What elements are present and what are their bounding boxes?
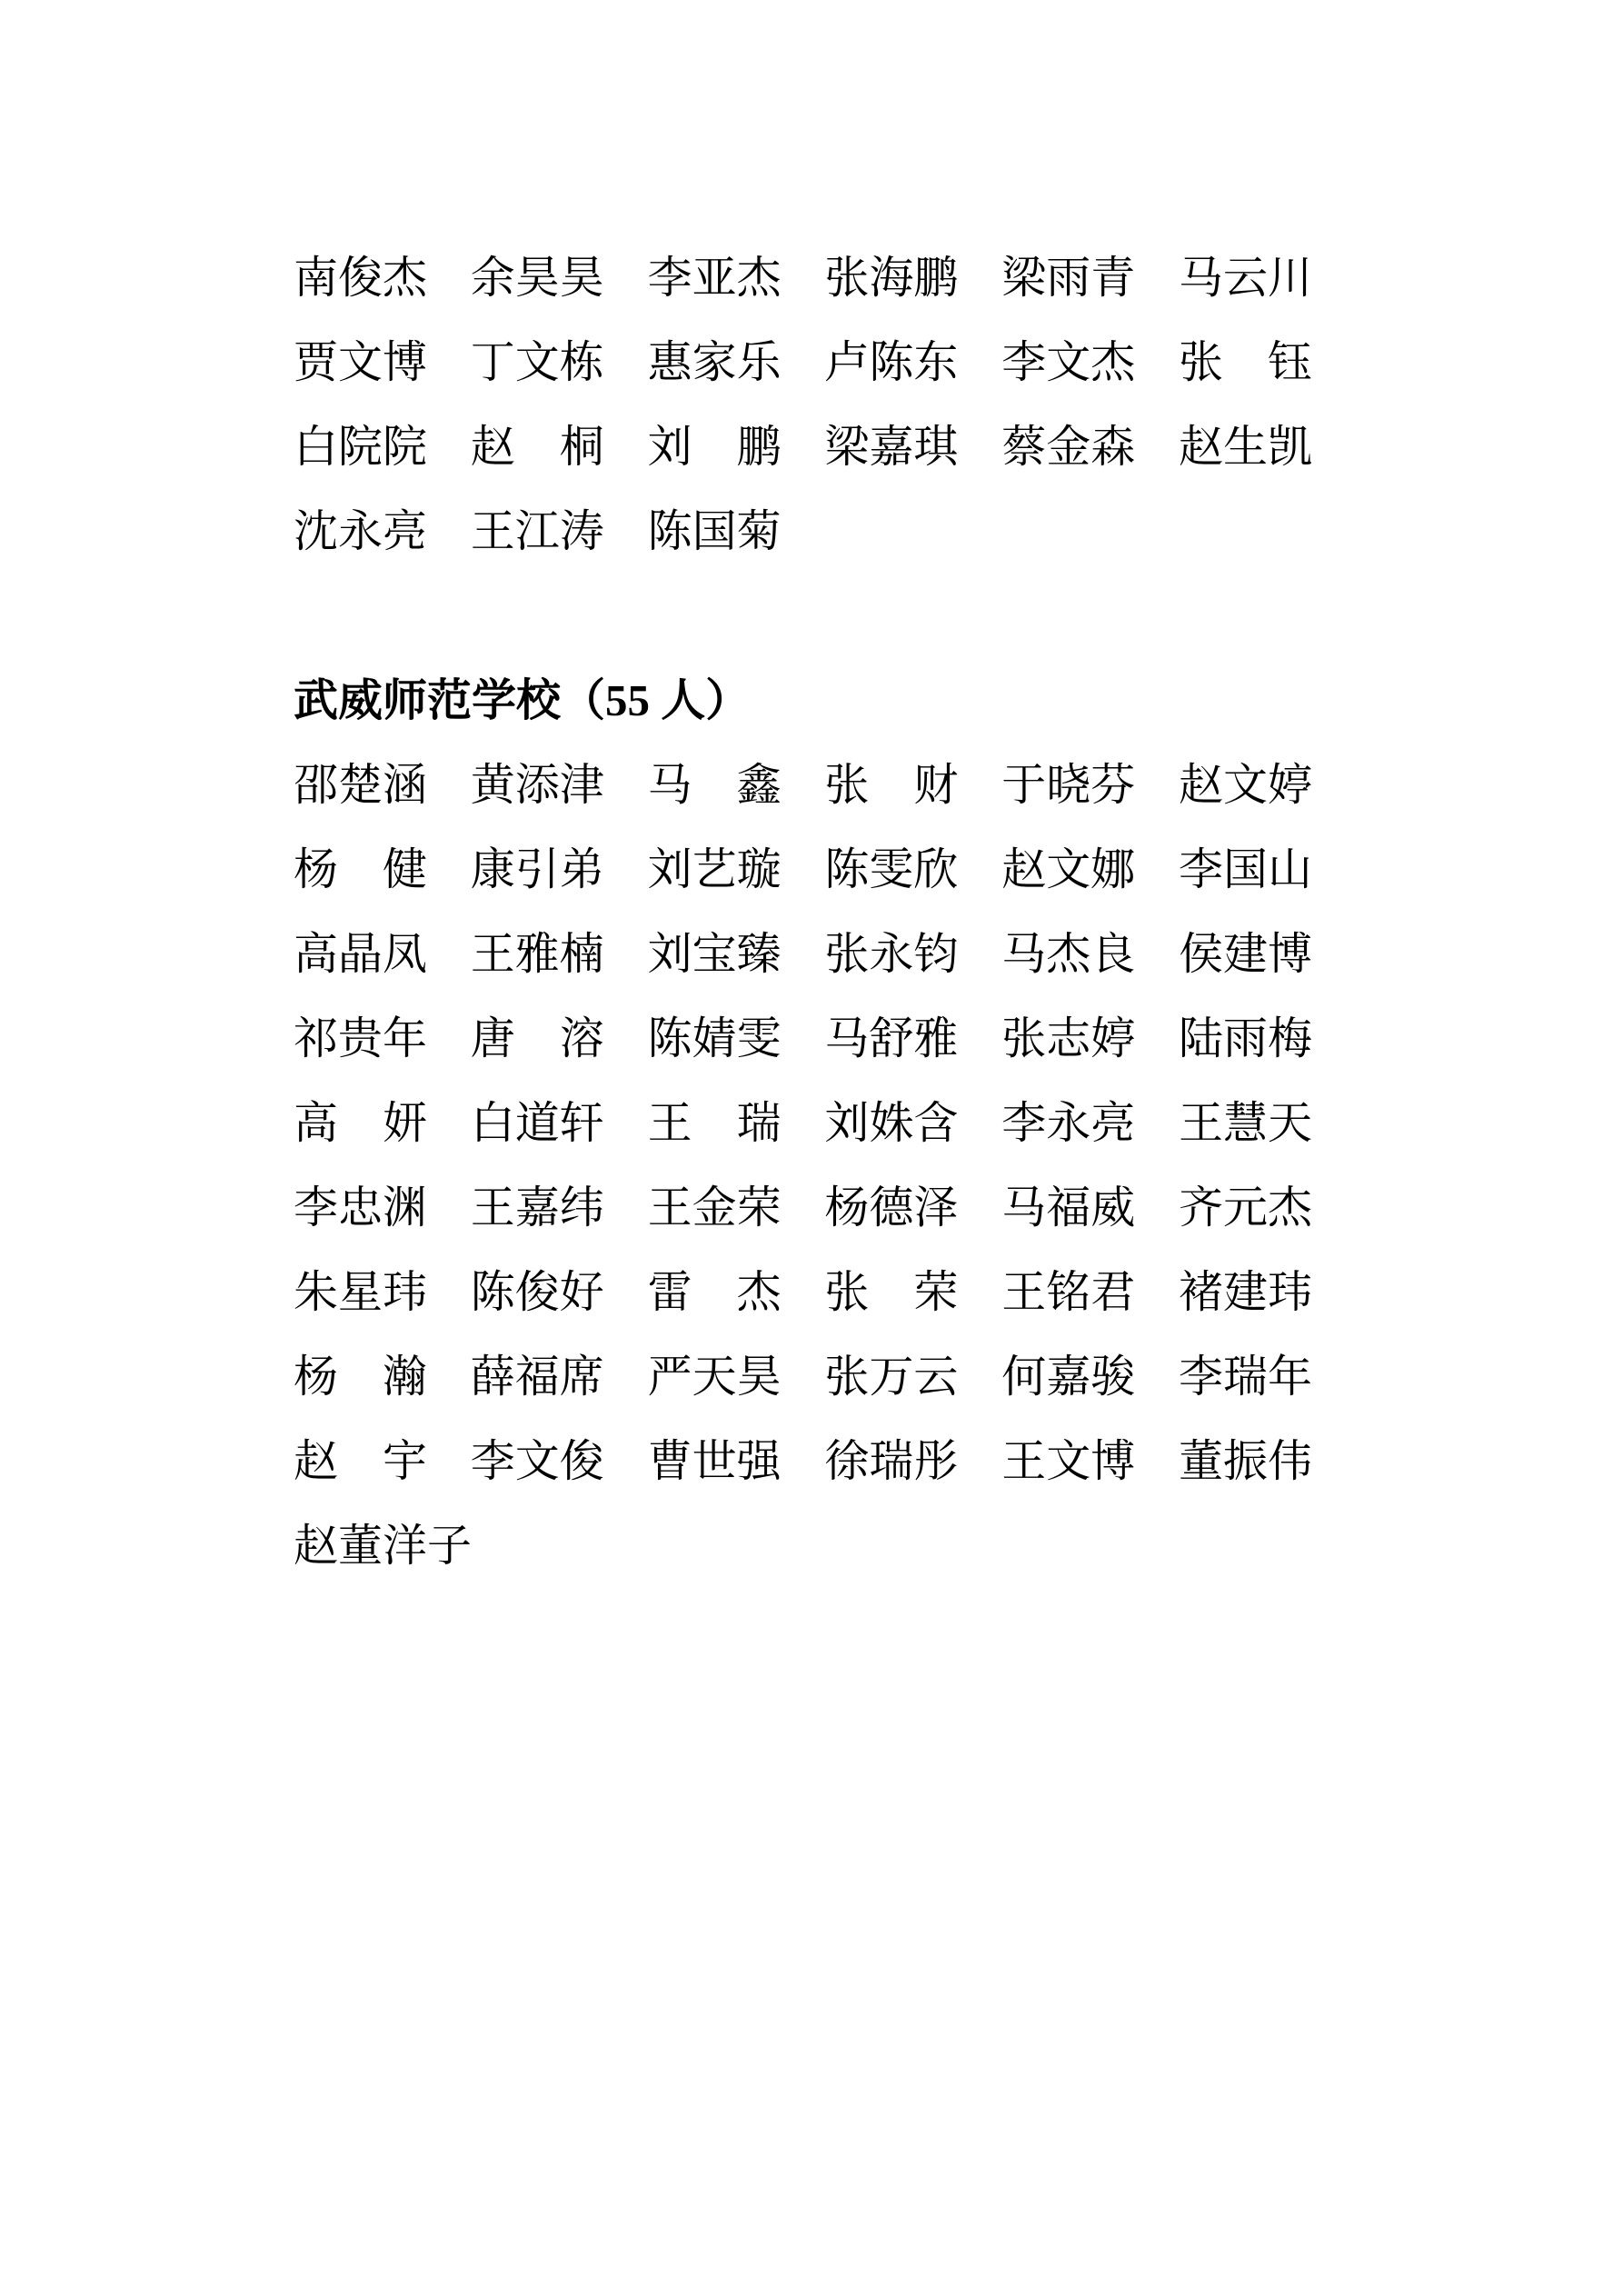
student-name: 王嘉纬 [470, 1183, 604, 1233]
student-name: 严天昊 [647, 1352, 782, 1402]
student-name: 李文杰 [1001, 337, 1136, 387]
student-name: 惠家乐 [647, 337, 782, 387]
student-name: 薛福席 [470, 1352, 604, 1402]
student-name: 邵楚涵 [294, 760, 428, 810]
name-list-row [294, 1250, 1312, 1334]
student-name: 刘 鹏 [647, 422, 782, 472]
student-name: 杨 瀚 [294, 1352, 428, 1402]
name-list-row [294, 1334, 1312, 1419]
name-list-row [294, 743, 1312, 827]
student-name: 赵 桐 [470, 422, 604, 472]
student-name: 高晶凤 [294, 929, 428, 979]
student-name: 刘宝臻 [647, 929, 782, 979]
student-name: 李亚杰 [647, 253, 782, 303]
name-list-row [294, 320, 1312, 404]
student-name: 张永钧 [824, 929, 959, 979]
student-name: 高 妍 [294, 1098, 428, 1148]
school-heading: 武威师范学校（55 人） [294, 675, 751, 725]
student-name: 王慧天 [1178, 1098, 1312, 1148]
student-name: 梁雨青 [1001, 253, 1136, 303]
student-name: 于晓芬 [1001, 760, 1136, 810]
student-name: 张志婷 [1001, 1013, 1136, 1063]
student-name: 曹世强 [647, 1436, 782, 1486]
student-name: 董振伟 [1178, 1436, 1312, 1486]
name-list-section-continued [294, 235, 1312, 574]
student-name: 李忠渊 [294, 1183, 428, 1233]
student-name: 黄添津 [470, 760, 604, 810]
student-name: 刘姝含 [824, 1098, 959, 1148]
student-name: 侯建博 [1178, 929, 1312, 979]
student-name: 马 鑫 [647, 760, 782, 810]
name-list-row [294, 996, 1312, 1081]
student-name: 王文博 [1001, 1436, 1136, 1486]
student-name: 李文俊 [470, 1436, 604, 1486]
student-name: 丁文栋 [470, 337, 604, 387]
student-name: 南俊杰 [294, 253, 428, 303]
name-list-row [294, 827, 1312, 912]
student-name: 陈国菊 [647, 506, 782, 556]
student-name: 何嘉骏 [1001, 1352, 1136, 1402]
name-list-row [294, 489, 1312, 574]
name-list-row [294, 1165, 1312, 1250]
student-name: 杨 健 [294, 844, 428, 894]
student-name: 徐瑞彤 [824, 1436, 959, 1486]
student-name: 张 钰 [1178, 337, 1312, 387]
name-list-row [294, 1503, 1312, 1588]
student-name: 余昊昊 [470, 253, 604, 303]
student-name: 白院院 [294, 422, 428, 472]
student-name: 梁嘉琪 [824, 422, 959, 472]
student-name: 陈雯欣 [824, 844, 959, 894]
student-name: 白道轩 [470, 1098, 604, 1148]
student-name: 张海鹏 [824, 253, 959, 303]
student-name: 雷 杰 [647, 1267, 782, 1317]
student-name: 唐 溶 [470, 1013, 604, 1063]
student-name: 赵生凯 [1178, 422, 1312, 472]
student-name: 王铭君 [1001, 1267, 1136, 1317]
student-name: 马杰良 [1001, 929, 1136, 979]
student-name: 王 瑞 [647, 1098, 782, 1148]
student-name: 马福威 [1001, 1183, 1136, 1233]
name-list-row [294, 912, 1312, 996]
student-name: 杨德泽 [824, 1183, 959, 1233]
name-list-row [294, 1081, 1312, 1165]
student-name: 赵董洋子 [294, 1521, 473, 1571]
student-name: 李瑞年 [1178, 1352, 1312, 1402]
student-name: 朱星玮 [294, 1267, 428, 1317]
student-name: 刘艺璇 [647, 844, 782, 894]
name-list-section-wuwei-normal-school [294, 743, 1312, 1588]
student-name: 赵文婷 [1178, 760, 1312, 810]
student-name: 李永亮 [1001, 1098, 1136, 1148]
student-name: 贾文博 [294, 337, 428, 387]
student-name: 马舒雅 [824, 1013, 959, 1063]
student-name: 祁贵年 [294, 1013, 428, 1063]
student-name: 沈永亮 [294, 506, 428, 556]
student-name: 王金荣 [647, 1183, 782, 1233]
student-name: 王雅楠 [470, 929, 604, 979]
student-name: 张 荣 [824, 1267, 959, 1317]
student-name: 张 财 [824, 760, 959, 810]
student-name: 赵文娜 [1001, 844, 1136, 894]
student-name: 赵 宇 [294, 1436, 428, 1486]
name-list-row [294, 235, 1312, 320]
student-name: 陈婧雯 [647, 1013, 782, 1063]
student-name: 张万云 [824, 1352, 959, 1402]
student-name: 齐元杰 [1178, 1183, 1312, 1233]
name-list-row [294, 1419, 1312, 1503]
student-name: 陈俊好 [470, 1267, 604, 1317]
student-name: 蔡金森 [1001, 422, 1136, 472]
student-name: 陆雨梅 [1178, 1013, 1312, 1063]
student-name: 褚建玮 [1178, 1267, 1312, 1317]
student-name: 马云川 [1178, 253, 1312, 303]
student-name: 卢陈东 [824, 337, 959, 387]
page-content [294, 235, 1312, 1588]
student-name: 李国山 [1178, 844, 1312, 894]
student-name: 康引弟 [470, 844, 604, 894]
name-list-row [294, 404, 1312, 489]
student-name: 王江涛 [470, 506, 604, 556]
